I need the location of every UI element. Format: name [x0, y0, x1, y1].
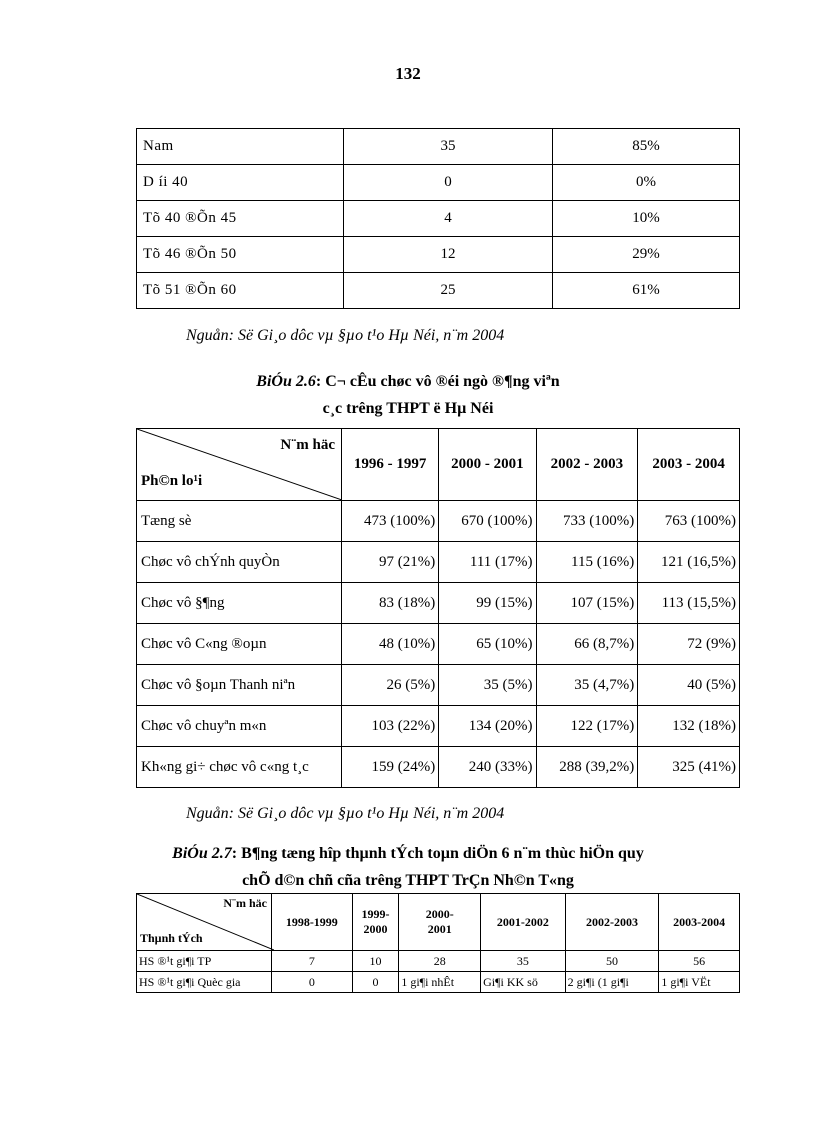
year-header: 2002-2003 — [565, 894, 659, 951]
table-header-row — [137, 429, 740, 501]
year-header: 1996 - 1997 — [342, 429, 439, 501]
table-row — [137, 747, 740, 788]
table-cell: 240 (33%) — [439, 747, 536, 788]
source-note: Nguån: Së Gi¸o dôc vµ §µo t¹o Hµ Néi, n¨m 2004 — [186, 805, 505, 822]
table-cell: 66 (8,7%) — [536, 624, 638, 665]
table-row — [137, 951, 740, 972]
table-cell: 35 (5%) — [439, 665, 536, 706]
corner-cell — [137, 429, 342, 501]
year-header: 2000- 2001 — [399, 894, 481, 951]
table-row — [137, 972, 740, 993]
table-cell: 28 — [399, 951, 481, 972]
table-cell: Tõ 51 ®Õn 60 — [137, 273, 344, 309]
table-cell: 25 — [344, 273, 553, 309]
table-caption — [0, 368, 816, 422]
table-cell: 0 — [272, 972, 353, 993]
table-cell: 159 (24%) — [342, 747, 439, 788]
year-header: 2001-2002 — [481, 894, 566, 951]
year-header: 1998-1999 — [272, 894, 353, 951]
caption-text: : C¬ cÊu chøc vô ®éi ngò ®¶ng viªn — [315, 373, 560, 390]
table-cell: 72 (9%) — [638, 624, 740, 665]
table-cell: 97 (21%) — [342, 542, 439, 583]
table-cell: 111 (17%) — [439, 542, 536, 583]
table-cell: 325 (41%) — [638, 747, 740, 788]
row-label: Chøc vô chÝnh quyÒn — [137, 542, 342, 583]
table-cell: 83 (18%) — [342, 583, 439, 624]
table-cell: 35 — [481, 951, 566, 972]
table-row — [137, 501, 740, 542]
table-cell: 10 — [352, 951, 399, 972]
corner-bottom-label: Ph©n lo¹i — [141, 473, 203, 489]
achievement-table — [136, 893, 740, 993]
table-cell: 26 (5%) — [342, 665, 439, 706]
year-header: 2003 - 2004 — [638, 429, 740, 501]
table-cell: 122 (17%) — [536, 706, 638, 747]
row-label: Chøc vô C«ng ®oµn — [137, 624, 342, 665]
page-number: 132 — [395, 64, 421, 83]
table-cell: 10% — [553, 201, 740, 237]
caption-text: : B¶ng tæng hîp thµnh tÝch toµn diÖn 6 n¨m thùc hiÖn quy — [231, 845, 644, 862]
caption-lead: BiÓu 2.6 — [256, 373, 316, 390]
table-cell: 12 — [344, 237, 553, 273]
table-cell: 65 (10%) — [439, 624, 536, 665]
table-cell: 763 (100%) — [638, 501, 740, 542]
table-cell: 99 (15%) — [439, 583, 536, 624]
table-header-row — [137, 894, 740, 951]
table-cell: 473 (100%) — [342, 501, 439, 542]
table-row — [137, 237, 740, 273]
table-caption — [0, 840, 816, 894]
table-cell: 288 (39,2%) — [536, 747, 638, 788]
table-cell: 50 — [565, 951, 659, 972]
age-table — [136, 128, 740, 309]
table-row — [137, 129, 740, 165]
table-cell: Nam — [137, 129, 344, 165]
table-cell: 103 (22%) — [342, 706, 439, 747]
year-header: 2000 - 2001 — [439, 429, 536, 501]
table-cell: 0% — [553, 165, 740, 201]
table-row — [137, 165, 740, 201]
table-cell: D íi 40 — [137, 165, 344, 201]
table-cell: Tõ 40 ®Õn 45 — [137, 201, 344, 237]
table-cell: 134 (20%) — [439, 706, 536, 747]
table-cell: 56 — [659, 951, 740, 972]
caption-line2: chÕ d©n chñ cña trêng THPT TrÇn Nh©n T«ng — [242, 872, 574, 889]
table-cell: 2 gi¶i (1 gi¶i — [565, 972, 659, 993]
corner-bottom-label: Thµnh tÝch — [140, 931, 203, 945]
table-cell: 35 (4,7%) — [536, 665, 638, 706]
caption-lead: BiÓu 2.7 — [172, 845, 232, 862]
corner-top-label: N¨m häc — [280, 437, 335, 453]
table-cell: 0 — [352, 972, 399, 993]
table-cell: 40 (5%) — [638, 665, 740, 706]
row-label: Kh«ng gi÷ chøc vô c«ng t¸c — [137, 747, 342, 788]
table-row — [137, 542, 740, 583]
table-cell: 1 gi¶i nhÊt — [399, 972, 481, 993]
table-cell: 115 (16%) — [536, 542, 638, 583]
table-row — [137, 665, 740, 706]
table-cell: 107 (15%) — [536, 583, 638, 624]
table-cell: 733 (100%) — [536, 501, 638, 542]
table-row — [137, 273, 740, 309]
year-header: 2002 - 2003 — [536, 429, 638, 501]
caption-line2: c¸c trêng THPT ë Hµ Néi — [322, 400, 494, 417]
table-cell: 670 (100%) — [439, 501, 536, 542]
table-cell: 4 — [344, 201, 553, 237]
row-label: Chøc vô chuyªn m«n — [137, 706, 342, 747]
corner-cell — [137, 894, 272, 951]
table-cell: Tõ 46 ®Õn 50 — [137, 237, 344, 273]
table-cell: 35 — [344, 129, 553, 165]
table-cell: 29% — [553, 237, 740, 273]
row-label: Chøc vô §¶ng — [137, 583, 342, 624]
table-cell: 0 — [344, 165, 553, 201]
year-header: 1999- 2000 — [352, 894, 399, 951]
table-cell: 7 — [272, 951, 353, 972]
table-cell: Gi¶i KK sö — [481, 972, 566, 993]
row-label: Tæng sè — [137, 501, 342, 542]
table-cell: 1 gi¶i VËt — [659, 972, 740, 993]
source-note: Nguån: Së Gi¸o dôc vµ §µo t¹o Hµ Néi, n¨m 2004 — [186, 327, 505, 344]
row-label: HS ®¹t gi¶i TP — [137, 951, 272, 972]
table-cell: 61% — [553, 273, 740, 309]
table-row — [137, 201, 740, 237]
table-cell: 85% — [553, 129, 740, 165]
table-row — [137, 583, 740, 624]
table-row — [137, 706, 740, 747]
corner-top-label: N¨m häc — [223, 896, 267, 910]
table-cell: 48 (10%) — [342, 624, 439, 665]
table-row — [137, 624, 740, 665]
position-table — [136, 428, 740, 788]
table-cell: 132 (18%) — [638, 706, 740, 747]
table-cell: 113 (15,5%) — [638, 583, 740, 624]
row-label: HS ®¹t gi¶i Quèc gia — [137, 972, 272, 993]
table-cell: 121 (16,5%) — [638, 542, 740, 583]
year-header: 2003-2004 — [659, 894, 740, 951]
row-label: Chøc vô §oµn Thanh niªn — [137, 665, 342, 706]
